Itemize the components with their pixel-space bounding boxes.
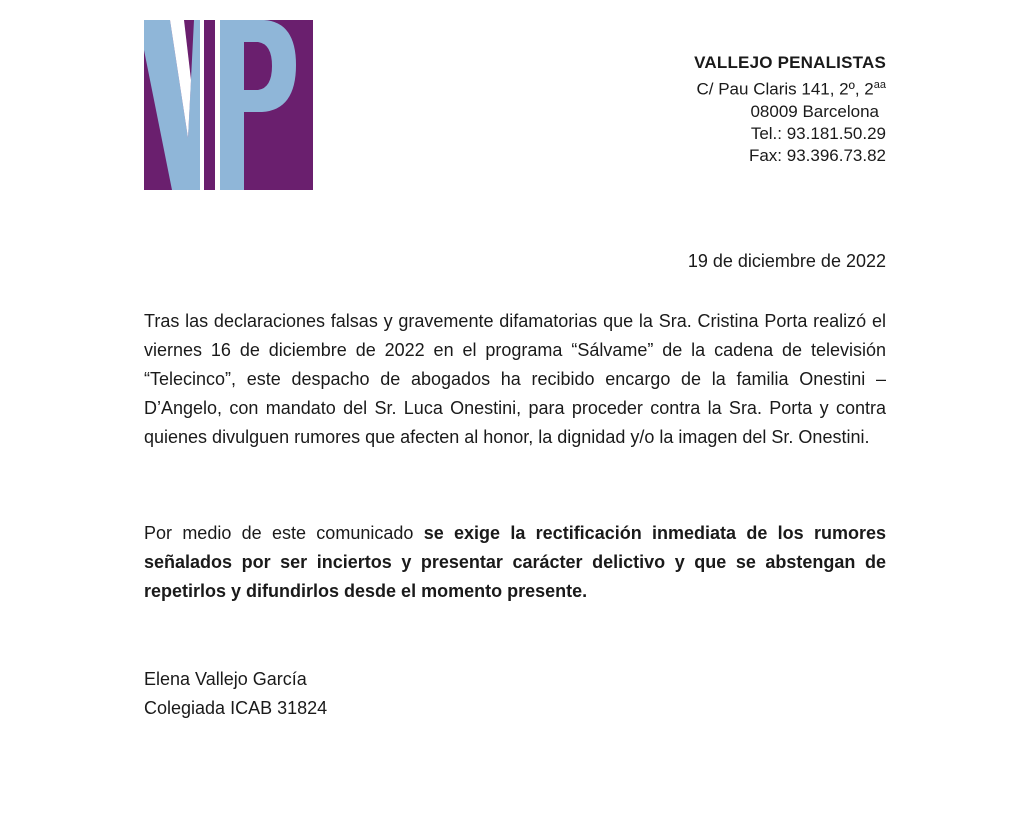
firm-phone: Tel.: 93.181.50.29 <box>750 123 886 143</box>
firm-fax: Fax: 93.396.73.82 <box>748 145 886 165</box>
logo-v-stem-line <box>200 20 204 190</box>
demand-emphasis: se exige la rectificación inmediata de los rumores señalados por ser inciertos y presentar carácter delictivo y que se abstengan de repetirlos y difundirlos desde el momento presente. <box>144 523 887 601</box>
signatory-name: Elena Vallejo García <box>144 669 307 689</box>
logo-p-stem-line <box>215 20 220 190</box>
firm-name: VALLEJO PENALISTAS <box>694 53 886 72</box>
signatory-credential: Colegiada ICAB 31824 <box>144 698 328 718</box>
address-superscript: aa <box>873 79 886 91</box>
address-text: C/ Pau Claris 141, 2º, 2 <box>696 79 874 99</box>
letterhead <box>694 52 886 167</box>
signature-block <box>144 665 327 723</box>
vp-logo <box>144 20 313 190</box>
firm-address <box>694 74 886 101</box>
demand-intro: Por medio de este comunicado <box>144 523 424 543</box>
paragraph-demand <box>144 519 886 606</box>
letter-date: 19 de diciembre de 2022 <box>687 251 886 271</box>
firm-city: 08009 Barcelona <box>750 101 879 121</box>
paragraph-statement: Tras las declaraciones falsas y gravemente difamatorias que la Sra. Cristina Porta realizó el viernes 16 de diciembre de 2022 en el programa “Sálvame” de la cadena de televisión “Telecinco”, este despacho de abogados ha recibido encargo de la familia Onestini – D’Angelo, con mandato del Sr. Luca Onestini, para proceder contra la Sra. Porta y contra quienes divulguen rumores que afecten al honor, la dignidad y/o la imagen del Sr. Onestini. <box>144 311 886 447</box>
